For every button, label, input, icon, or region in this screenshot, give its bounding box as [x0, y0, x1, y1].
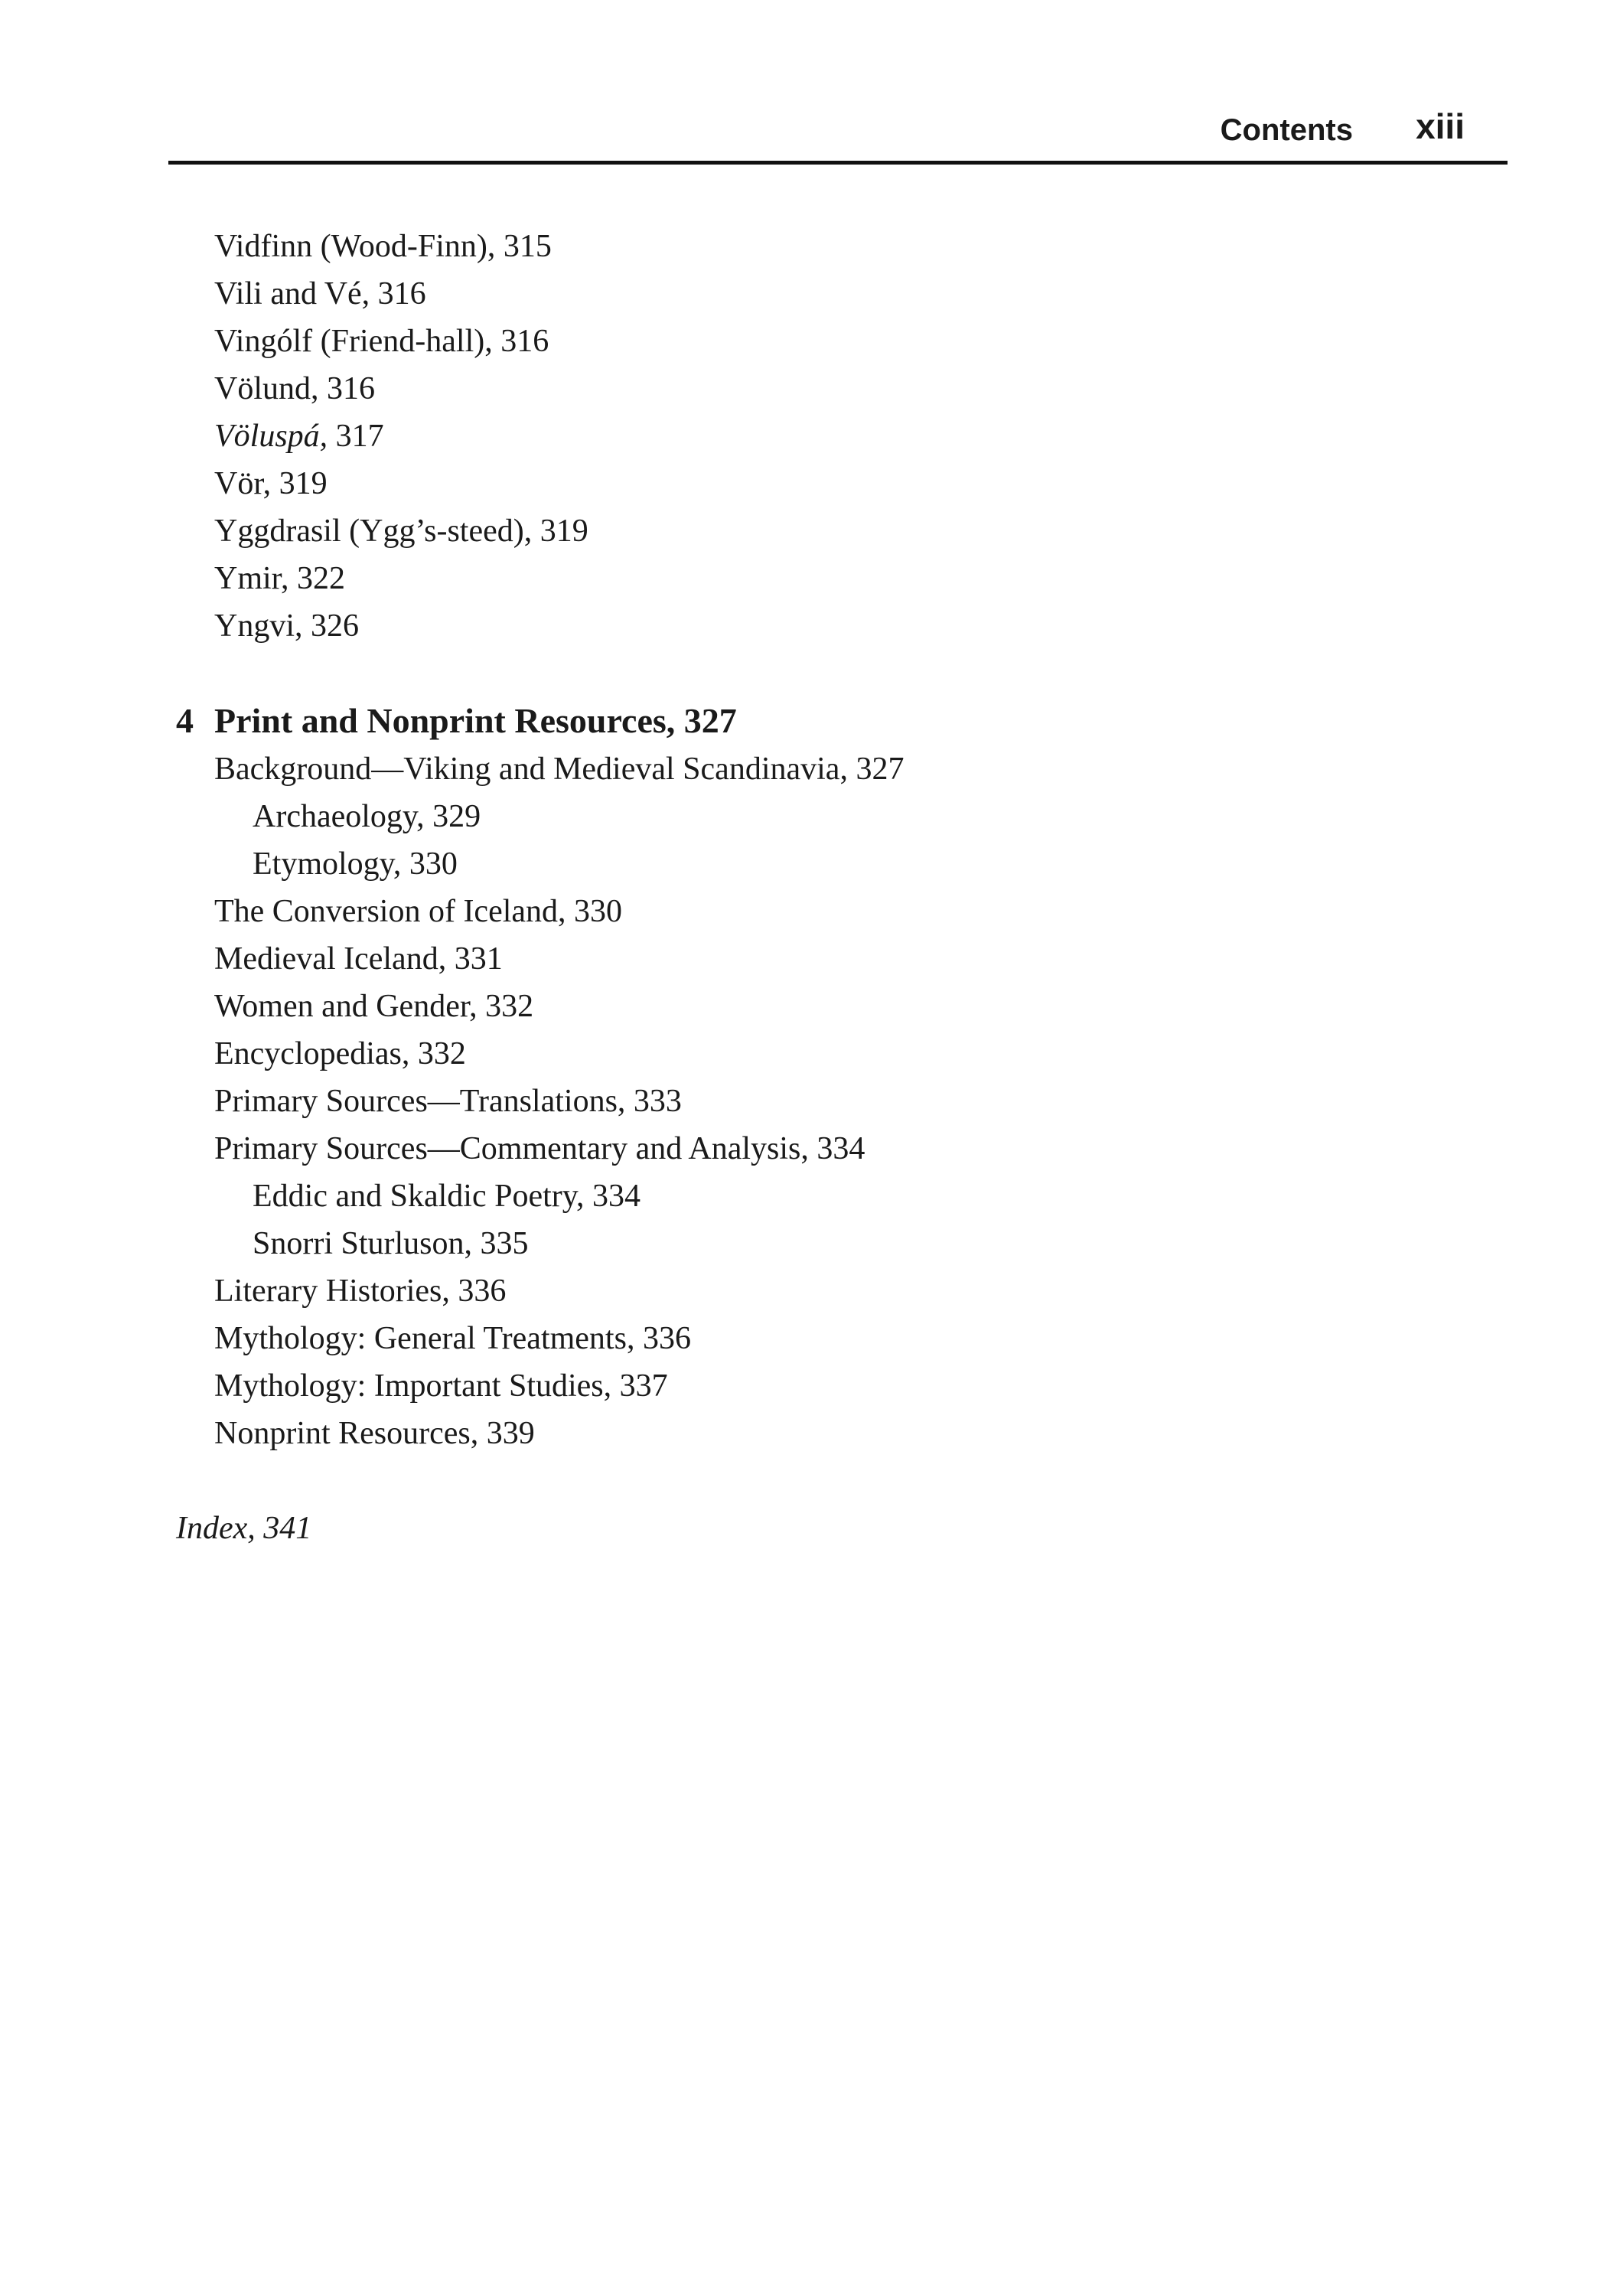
- toc-entry-etymology: Etymology, 330: [253, 846, 458, 882]
- toc-entry-vili-and-ve: Vili and Vé, 316: [214, 276, 426, 311]
- chapter-heading: [176, 700, 737, 742]
- toc-entry-nonprint: Nonprint Resources, 339: [214, 1416, 535, 1451]
- toc-entry-volund: Völund, 316: [214, 371, 375, 406]
- toc-entry-yngvi: Yngvi, 326: [214, 608, 359, 644]
- chapter-title: Print and Nonprint Resources, 327: [214, 701, 737, 740]
- toc-entry-literary-histories: Literary Histories, 336: [214, 1274, 507, 1309]
- toc-entry-conversion: The Conversion of Iceland, 330: [214, 894, 623, 929]
- toc-entry-primary-commentary: Primary Sources—Commentary and Analysis, 334: [214, 1131, 865, 1166]
- page-number: xiii: [1416, 106, 1465, 146]
- toc-entry-encyclopedias: Encyclopedias, 332: [214, 1036, 466, 1071]
- toc-entry-yggdrasil: Yggdrasil (Ygg’s-steed), 319: [214, 514, 588, 549]
- toc-entry-ymir: Ymir, 322: [214, 561, 345, 596]
- toc-entry-snorri: Snorri Sturluson, 335: [253, 1226, 529, 1261]
- toc-entry-voluspa: [214, 417, 384, 455]
- toc-entry-mythology-studies: Mythology: Important Studies, 337: [214, 1368, 668, 1404]
- toc-entry-archaeology: Archaeology, 329: [253, 799, 481, 834]
- toc-entry-voluspa-page: 317: [328, 419, 384, 454]
- running-head-title: Contents: [1220, 113, 1353, 147]
- toc-entry-vingolf: Vingólf (Friend-hall), 316: [214, 324, 549, 359]
- toc-entry-mythology-general: Mythology: General Treatments, 336: [214, 1321, 691, 1356]
- toc-entry-medieval-iceland: Medieval Iceland, 331: [214, 941, 503, 977]
- toc-entry-women-gender: Women and Gender, 332: [214, 989, 534, 1024]
- toc-entry-voluspa-title: Völuspá,: [214, 419, 328, 454]
- toc-entry-vidfinn: Vidfinn (Wood-Finn), 315: [214, 229, 552, 264]
- toc-entry-eddic-skaldic: Eddic and Skaldic Poetry, 334: [253, 1179, 641, 1214]
- toc-entry-background: Background—Viking and Medieval Scandinavia, 327: [214, 752, 905, 787]
- toc-entry-index: Index, 341: [176, 1511, 312, 1546]
- toc-entry-primary-translations: Primary Sources—Translations, 333: [214, 1084, 682, 1119]
- chapter-number: 4: [176, 701, 194, 740]
- toc-entry-vor: Vör, 319: [214, 466, 328, 501]
